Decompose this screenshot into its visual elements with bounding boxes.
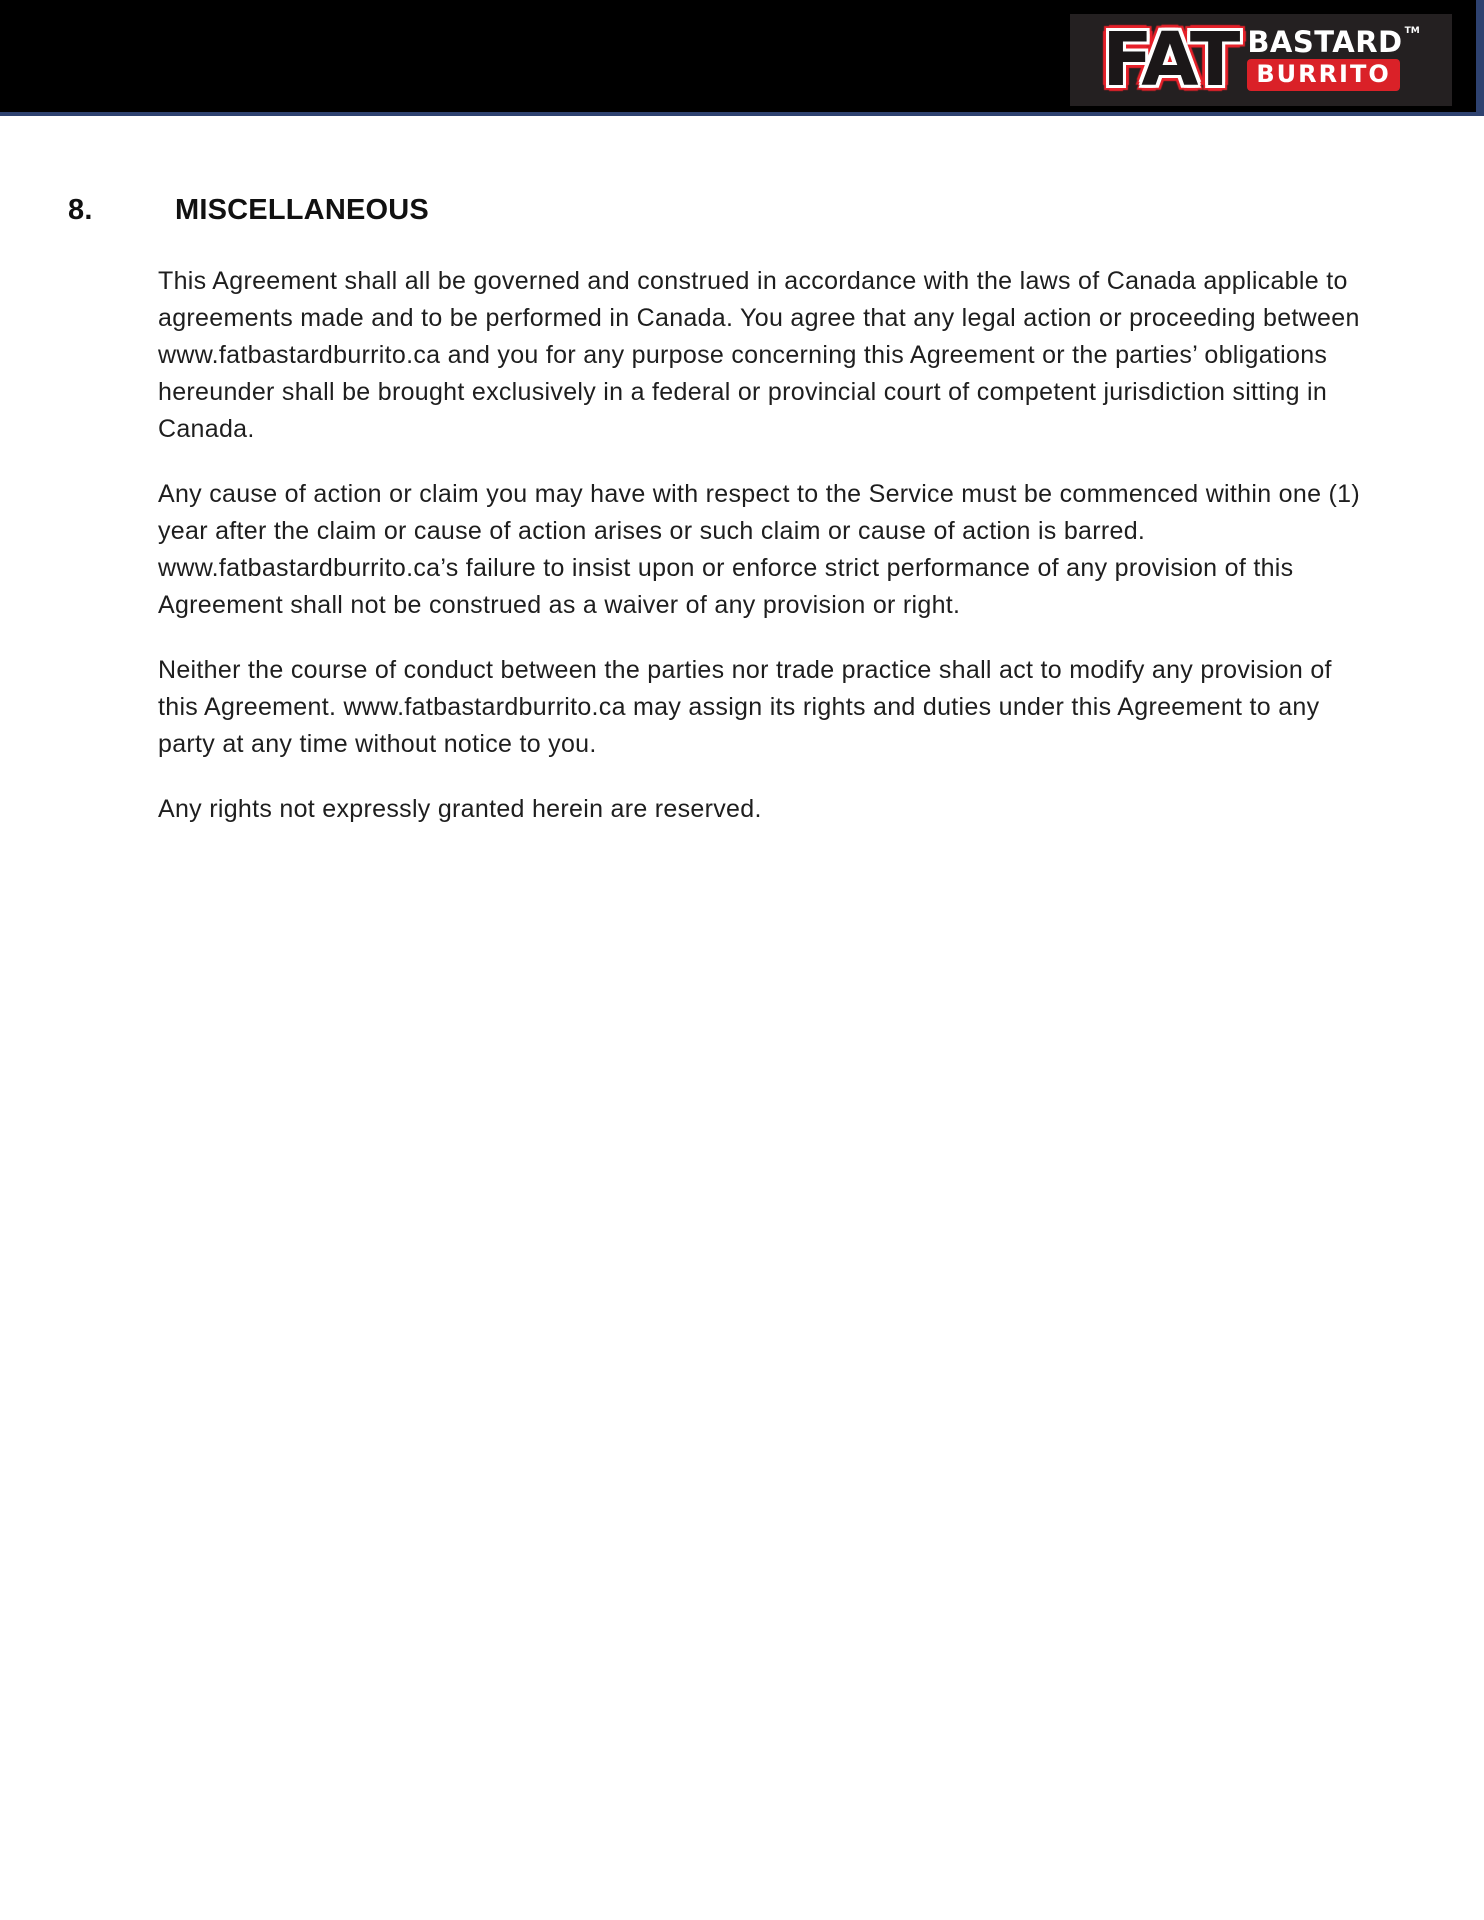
paragraph-cause-of-action: Any cause of action or claim you may have with respect to the Service must be commenced within one (1) year after the claim or cause of action arises or such claim or cause of action is barred. www.fatbastardburrito.ca’s failure to insist upon or enforce strict performance of any provision of this Agreement shall not be construed as a waiver of any provision or right.	[158, 480, 1360, 619]
logo-burrito-badge: BURRITO	[1247, 59, 1399, 91]
brand-logo[interactable]	[1070, 14, 1452, 106]
logo-bastard-text: BASTARD	[1247, 25, 1403, 59]
section-heading	[68, 193, 1484, 227]
document-content	[0, 116, 1484, 828]
header-bar	[0, 0, 1484, 116]
paragraph-rights-reserved: Any rights not expressly granted herein are reserved.	[158, 795, 762, 823]
logo-bastard-row	[1247, 25, 1420, 59]
trademark-symbol: TM	[1404, 26, 1420, 36]
paragraph-course-of-conduct: Neither the course of conduct between the parties nor trade practice shall act to modify any provision of this Agreement. www.fatbastardburrito.ca may assign its rights and duties under this Agreement to any party at any time without notice to you.	[158, 656, 1332, 758]
logo-wordmark-column	[1247, 25, 1420, 91]
logo-fat-text: FAT	[1102, 17, 1238, 103]
section-number: 8.	[68, 194, 93, 226]
paragraph-governing-law: This Agreement shall all be governed and construed in accordance with the laws of Canada applicable to agreements made and to be performed in Canada. You agree that any legal action or proceeding between www.fatbastardburrito.ca and you for any purpose concerning this Agreement or the parties’ obligations hereunder shall be brought exclusively in a federal or provincial court of competent jurisdiction sitting in Canada.	[158, 267, 1360, 443]
section-title: MISCELLANEOUS	[175, 194, 429, 226]
